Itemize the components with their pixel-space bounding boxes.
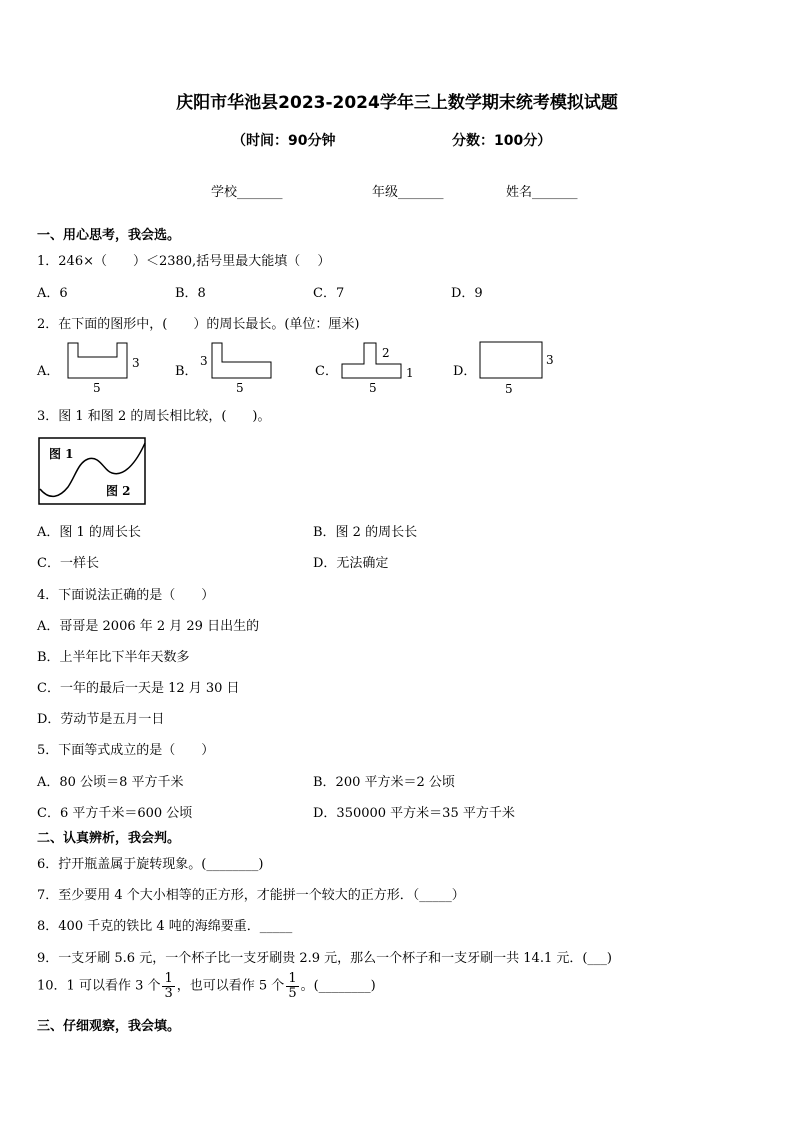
q1-option-a: A．6 xyxy=(37,286,68,301)
section-heading-1: 一、用心思考，我会选。 xyxy=(37,228,181,243)
question-1: 1．246×（ ）＜2380,括号里最大能填（ ） xyxy=(37,254,331,269)
q4-option-c: C．一年的最后一天是 12 月 30 日 xyxy=(37,681,240,696)
question-10 xyxy=(37,972,376,1001)
shape-b xyxy=(200,343,271,395)
shape-c xyxy=(342,343,414,395)
question-6: 6．拧开瓶盖属于旋转现象。(________) xyxy=(37,857,264,872)
question-7: 7．至少要用 4 个大小相等的正方形，才能拼一个较大的正方形．（_____） xyxy=(37,888,465,903)
q5-option-a: A．80 公顷＝8 平方千米 xyxy=(37,775,184,790)
fraction-1-numerator: 1 xyxy=(164,971,173,986)
q4-option-a: A．哥哥是 2006 年 2 月 29 日出生的 xyxy=(37,619,260,634)
q5-option-c: C．6 平方千米＝600 公顷 xyxy=(37,806,193,821)
question-8: 8．400 千克的铁比 4 吨的海绵要重．_____ xyxy=(37,919,293,934)
grade-field: 年级_______ xyxy=(372,185,444,200)
q3-option-d: D．无法确定 xyxy=(313,556,389,571)
name-field: 姓名_______ xyxy=(506,185,578,200)
q1-option-d: D．9 xyxy=(451,286,483,301)
q1-option-c: C．7 xyxy=(313,286,345,301)
shape-c-width: 5 xyxy=(369,381,377,395)
q2-shapes-figure xyxy=(60,335,554,397)
q2-option-c: C． xyxy=(315,364,338,379)
q3-option-c: C．一样长 xyxy=(37,556,99,571)
q3-option-a: A．图 1 的周长长 xyxy=(37,525,141,540)
shape-c-height: 1 xyxy=(406,366,414,380)
question-9: 9．一支牙刷 5.6 元，一个杯子比一支牙刷贵 2.9 元，那么一个杯子和一支牙刷一共 14.1 元．(___) xyxy=(37,951,613,966)
page-title: 庆阳市华池县2023-2024学年三上数学期末统考模拟试题 xyxy=(176,93,618,113)
q2-option-a: A． xyxy=(37,364,60,379)
school-field: 学校_______ xyxy=(211,185,283,200)
fraction-one-third xyxy=(162,972,174,1001)
q2-option-b: B． xyxy=(175,364,198,379)
question-3: 3．图 1 和图 2 的周长相比较，( )。 xyxy=(37,409,271,424)
score-label: 分数：100分） xyxy=(452,133,552,149)
shape-b-height: 3 xyxy=(200,354,208,368)
fig-1-label: 图 1 xyxy=(49,447,74,461)
q1-option-b: B．8 xyxy=(175,286,206,301)
q2-option-d: D． xyxy=(453,364,477,379)
shape-b-width: 5 xyxy=(236,381,244,395)
question-5: 5．下面等式成立的是（ ） xyxy=(37,743,215,758)
fraction-one-fifth xyxy=(286,972,298,1001)
shape-c-top-height: 2 xyxy=(382,346,390,360)
q10-part-3: 。(________) xyxy=(300,978,376,994)
fraction-2-numerator: 1 xyxy=(288,971,297,986)
time-label: （时间：90分钟 xyxy=(232,133,336,149)
q10-part-2: ，也可以看作 5 个 xyxy=(176,978,285,994)
q4-option-d: D．劳动节是五月一日 xyxy=(37,712,165,727)
shape-d-width: 5 xyxy=(505,382,513,396)
shape-a xyxy=(68,343,140,395)
q10-part-1: 10．1 可以看作 3 个 xyxy=(37,978,161,994)
q3-option-b: B．图 2 的周长长 xyxy=(313,525,418,540)
shape-d-height: 3 xyxy=(546,353,554,367)
shape-a-width: 5 xyxy=(93,381,101,395)
fraction-2-denominator: 5 xyxy=(288,986,297,1001)
section-heading-2: 二、认真辨析，我会判。 xyxy=(37,831,181,846)
question-2: 2．在下面的图形中，( ）的周长最长。(单位：厘米) xyxy=(37,317,360,332)
shape-a-height: 3 xyxy=(132,356,140,370)
question-4: 4．下面说法正确的是（ ） xyxy=(37,588,215,603)
q5-option-b: B．200 平方米＝2 公顷 xyxy=(313,775,455,790)
section-heading-3: 三、仔细观察，我会填。 xyxy=(37,1019,181,1034)
fig-2-label: 图 2 xyxy=(106,484,131,498)
q5-option-d: D．350000 平方米＝35 平方千米 xyxy=(313,806,515,821)
fraction-1-denominator: 3 xyxy=(164,986,173,1001)
shape-d xyxy=(480,342,554,396)
q4-option-b: B．上半年比下半年天数多 xyxy=(37,650,190,665)
q3-figure xyxy=(38,437,148,507)
